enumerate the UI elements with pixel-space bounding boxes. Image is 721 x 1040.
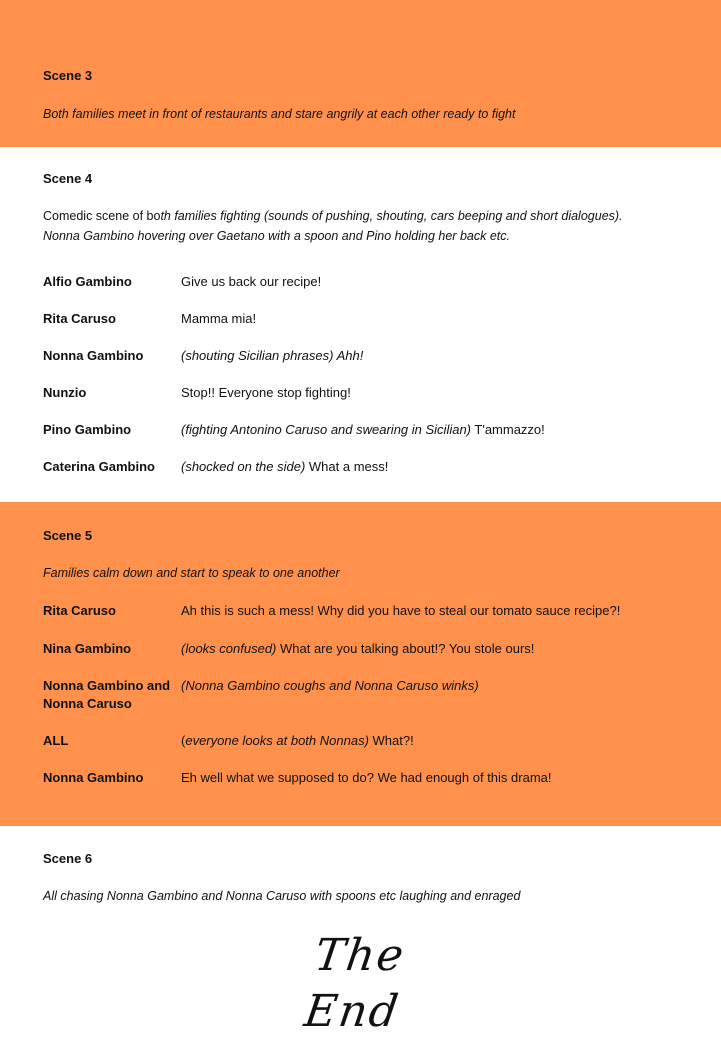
speaker: Nonna Gambino and Nonna Caruso: [43, 678, 171, 711]
speaker: Nunzio: [43, 385, 87, 400]
dialogue-line: Mamma mia!: [181, 311, 257, 326]
scene-4-description-line2: Nonna Gambino hovering over Gaetano with a spoon and Pino holding her back etc.: [43, 229, 510, 243]
speaker: Rita Caruso: [43, 603, 116, 618]
scene-6-title: Scene 6: [43, 851, 93, 866]
dialogue-line: (shouting Sicilian phrases) Ahh!: [181, 348, 364, 363]
dialogue-line: (looks confused) What are you talking about!? You stole ours!: [181, 641, 535, 656]
speaker: Nina Gambino: [43, 641, 132, 656]
the-end-text: The End: [301, 930, 409, 1037]
speaker: Nonna Gambino: [43, 348, 144, 363]
scene-3-title: Scene 3: [43, 68, 93, 83]
scene-4-description: [43, 206, 703, 246]
scene-5-title: Scene 5: [43, 528, 93, 543]
scene-5-section: [0, 502, 721, 826]
scene-3-section: [0, 0, 721, 147]
scene-4-description-plain: Comedic scene of bo: [43, 209, 161, 223]
scene-5-description: Families calm down and start to speak to one another: [43, 566, 340, 580]
dialogue-line: Ah this is such a mess! Why did you have to steal our tomato sauce recipe?!: [181, 603, 621, 618]
scene-3-description: Both families meet in front of restaurants and stare angrily at each other ready to fight: [43, 107, 516, 121]
dialogue-line: (Nonna Gambino coughs and Nonna Caruso winks): [181, 678, 479, 693]
dialogue-line: (fighting Antonino Caruso and swearing in Sicilian) T'ammazzo!: [181, 422, 545, 437]
speaker: Nonna Gambino: [43, 770, 144, 785]
dialogue-line: Eh well what we supposed to do? We had enough of this drama!: [181, 770, 552, 785]
speaker: Alfio Gambino: [43, 274, 132, 289]
speaker: ALL: [43, 733, 69, 748]
dialogue-line: Give us back our recipe!: [181, 274, 322, 289]
scene-4-description-italic: th families fighting (sounds of pushing, shouting, cars beeping and short dialogues).: [160, 209, 623, 223]
scene-4-title: Scene 4: [43, 171, 93, 186]
dialogue-line: (everyone looks at both Nonnas) What?!: [181, 733, 414, 748]
scene-6-description: All chasing Nonna Gambino and Nonna Caruso with spoons etc laughing and enraged: [43, 889, 521, 903]
dialogue-line: Stop!! Everyone stop fighting!: [181, 385, 351, 400]
dialogue-line: (shocked on the side) What a mess!: [181, 459, 389, 474]
speaker: Rita Caruso: [43, 311, 116, 326]
speaker: Pino Gambino: [43, 422, 132, 437]
speaker: Caterina Gambino: [43, 459, 155, 474]
scene-4-section: [0, 147, 721, 502]
